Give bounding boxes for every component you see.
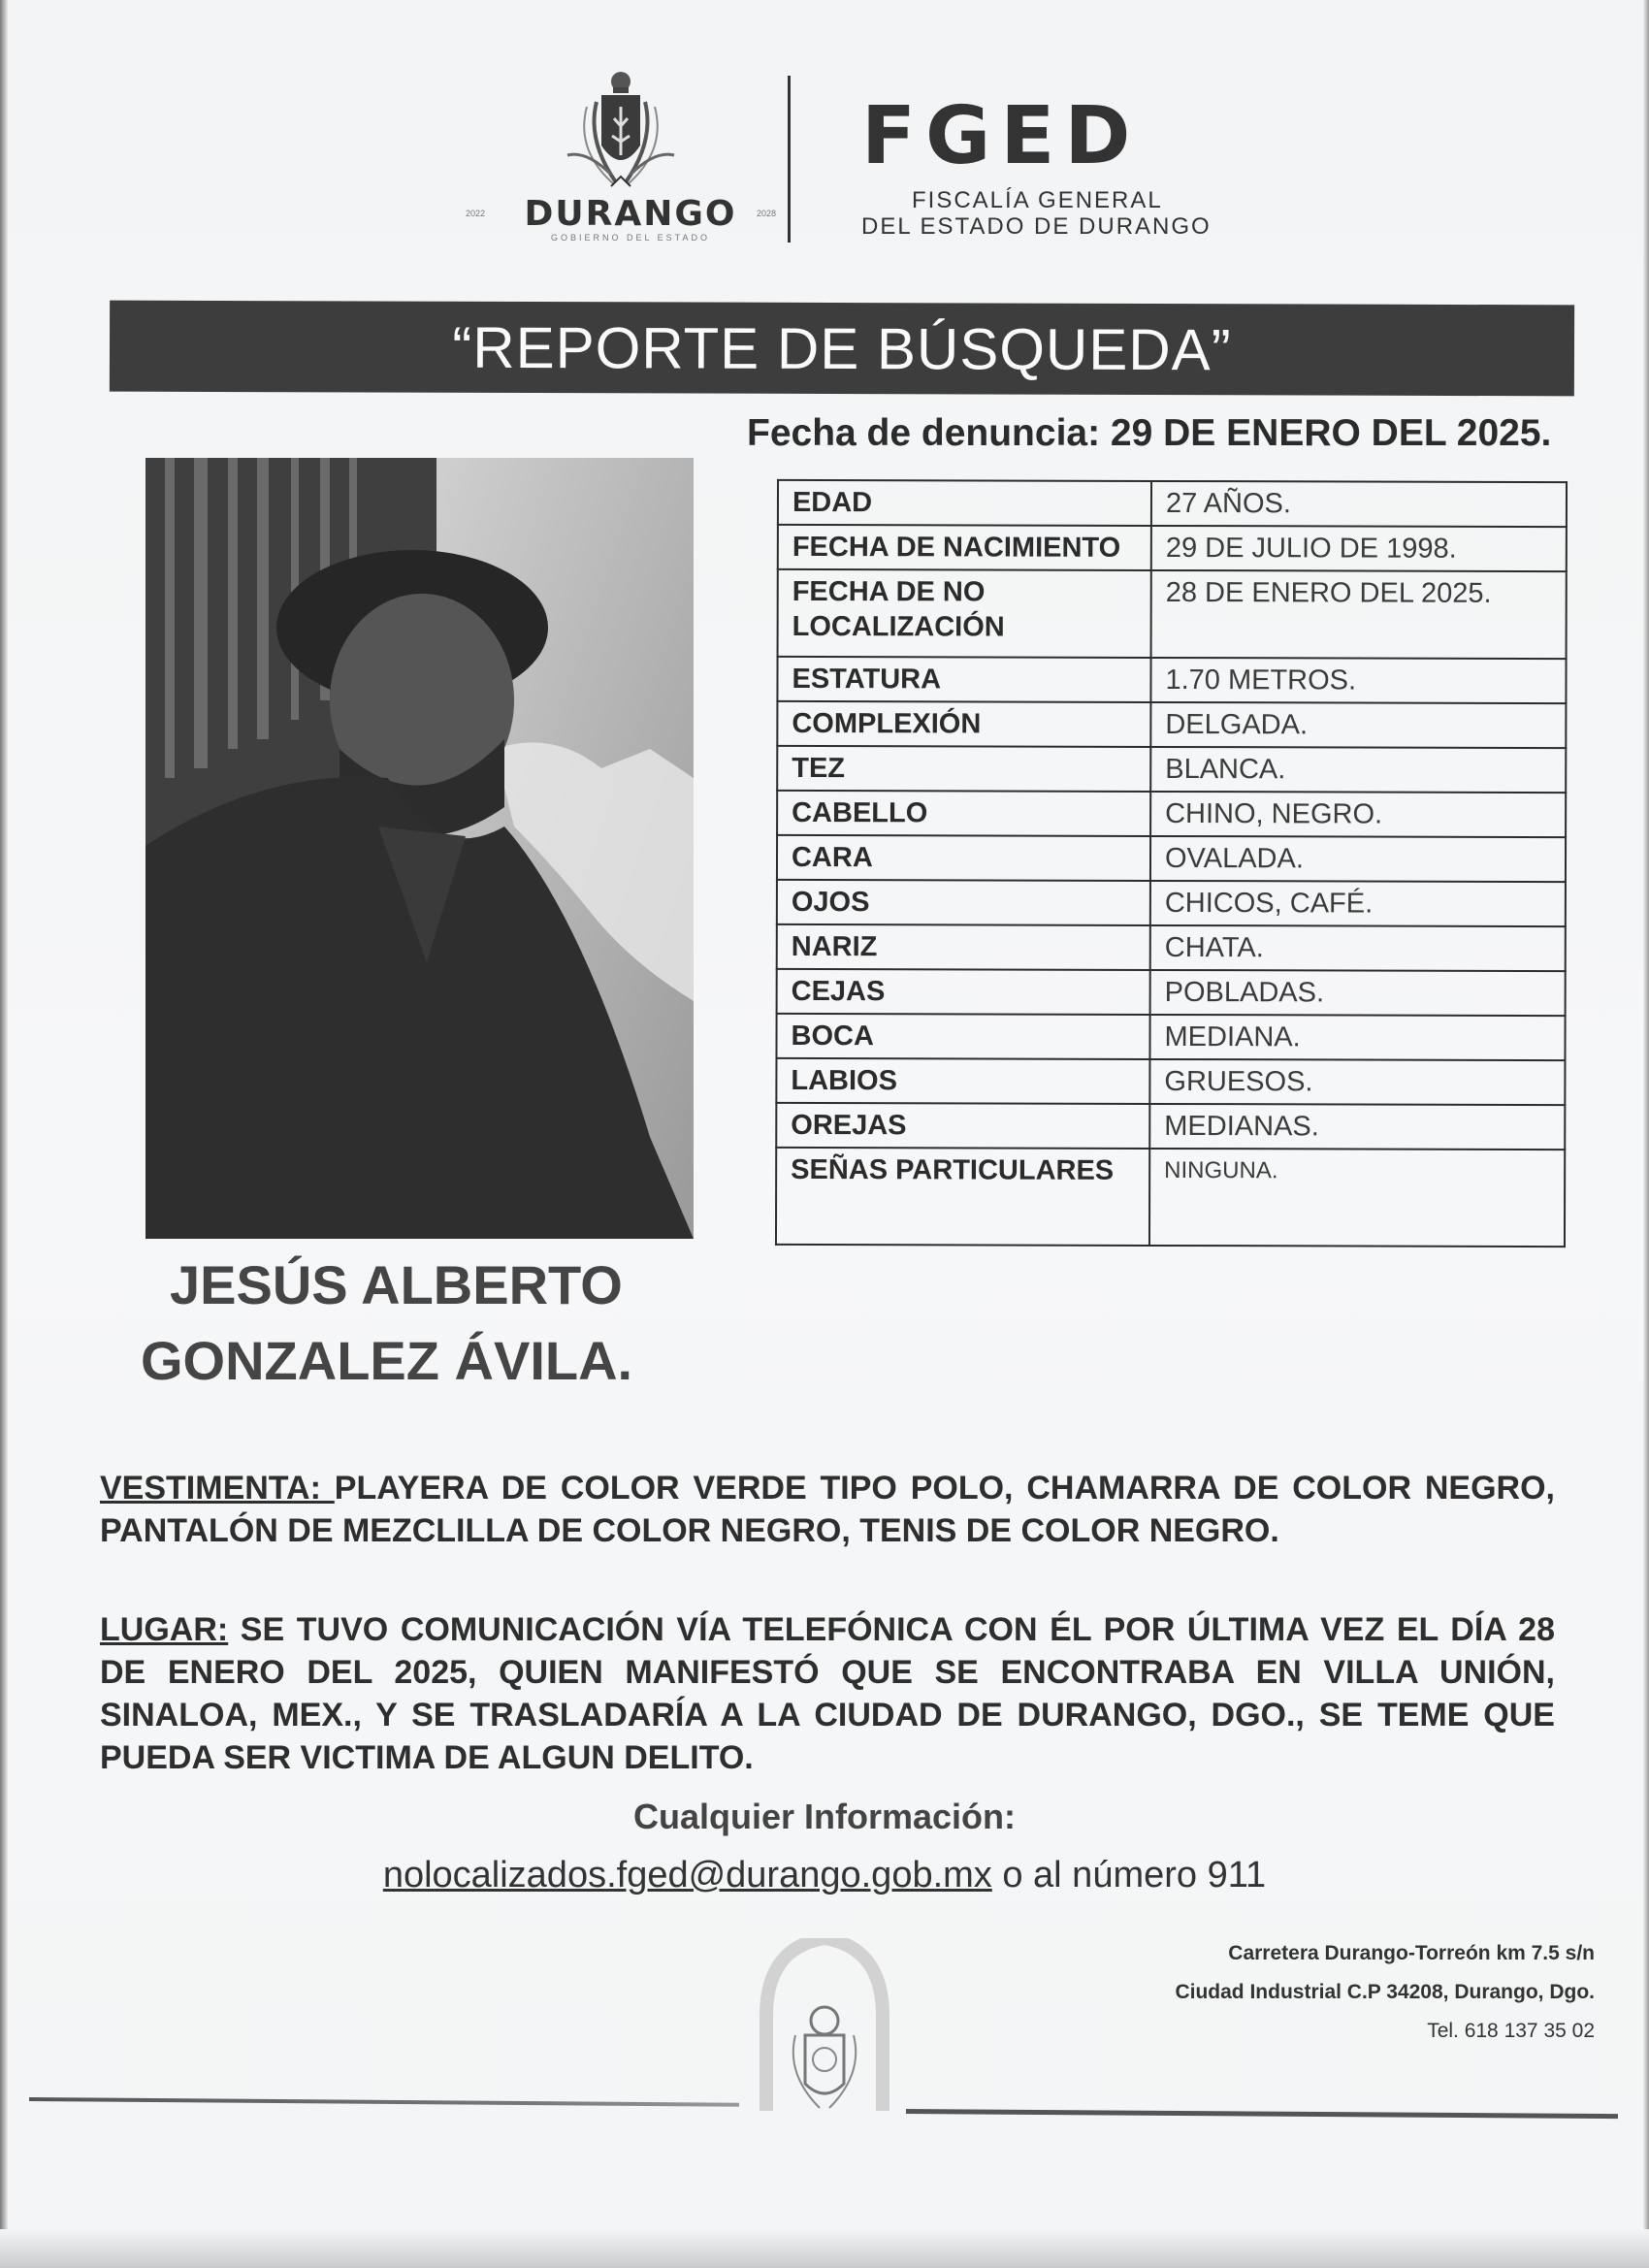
fged-subtitle-line2: DEL ESTADO DE DURANGO xyxy=(861,213,1212,240)
location-text: SE TUVO COMUNICACIÓN VÍA TELEFÓNICA CON ÉL POR ÚLTIMA VEZ EL DÍA 28 DE ENERO DEL 2025, QUIEN MANIFESTÓ QUE SE ENCONTRABA EN VILLA UNIÓN, SINALOA, MEX., Y SE TRASLADARÍA A LA CIUDAD DE DURANGO, DGO., SE TEME QUE PUEDA SER VICTIMA DE ALGUN DELITO. xyxy=(100,1611,1555,1776)
details-row xyxy=(777,969,1566,1016)
details-value: CHATA. xyxy=(1150,925,1566,971)
clothing-label: VESTIMENTA: xyxy=(100,1470,335,1507)
details-value: OVALADA. xyxy=(1150,836,1566,882)
details-value: BLANCA. xyxy=(1150,747,1566,793)
scan-edge-right xyxy=(1643,0,1649,2268)
scan-edge-left xyxy=(0,0,8,2268)
logo-year-right: 2028 xyxy=(757,209,777,218)
details-value: 29 DE JULIO DE 1998. xyxy=(1151,526,1567,571)
details-row xyxy=(777,657,1566,703)
details-label: OJOS xyxy=(777,880,1150,925)
details-label: ESTATURA xyxy=(777,657,1150,702)
details-label: LABIOS xyxy=(776,1058,1149,1104)
details-label: TEZ xyxy=(777,746,1150,792)
details-row xyxy=(777,880,1566,926)
person-photo-image xyxy=(146,458,694,1239)
title-band xyxy=(110,301,1574,397)
details-value: DELGADA. xyxy=(1150,702,1566,748)
person-details-table xyxy=(775,479,1568,1247)
missing-person-photo xyxy=(146,458,694,1239)
logo-subtitle: GOBIERNO DEL ESTADO xyxy=(550,233,711,243)
details-label: COMPLEXIÓN xyxy=(777,701,1150,747)
contact-phone-text: o al número 911 xyxy=(991,1855,1267,1895)
durango-crest-icon xyxy=(558,68,684,194)
details-row xyxy=(776,1014,1565,1060)
details-label: CABELLO xyxy=(777,791,1150,836)
footer-phone: Tel. 618 137 35 02 xyxy=(1427,2020,1595,2042)
location-description xyxy=(100,1608,1555,1779)
details-row xyxy=(777,791,1566,837)
details-value: MEDIANAS. xyxy=(1149,1104,1565,1150)
details-row xyxy=(776,1103,1565,1150)
details-value: 1.70 METROS. xyxy=(1150,658,1566,703)
durango-government-logo xyxy=(466,68,795,243)
footer-rule-right xyxy=(906,2109,1618,2119)
details-label: NARIZ xyxy=(777,924,1150,970)
details-row xyxy=(778,569,1567,659)
report-date: Fecha de denuncia: 29 DE ENERO DEL 2025. xyxy=(747,412,1552,454)
footer-rule-left xyxy=(29,2097,739,2107)
scan-edge-bottom xyxy=(0,2229,1649,2268)
details-row xyxy=(776,1148,1565,1247)
details-row xyxy=(776,1058,1565,1105)
clothing-text: PLAYERA DE COLOR VERDE TIPO POLO, CHAMARRA DE COLOR NEGRO, PANTALÓN DE MEZCLILLA DE COLOR NEGRO, TENIS DE COLOR NEGRO. xyxy=(100,1470,1556,1549)
details-row xyxy=(778,480,1567,527)
details-label: CEJAS xyxy=(777,969,1150,1015)
footer-address-line2: Ciudad Industrial C.P 34208, Durango, Dgo. xyxy=(1175,1981,1595,2003)
location-label: LUGAR: xyxy=(100,1611,229,1648)
person-name-line1: JESÚS ALBERTO xyxy=(170,1254,623,1315)
details-value: POBLADAS. xyxy=(1150,970,1566,1016)
details-value: 28 DE ENERO DEL 2025. xyxy=(1151,570,1567,659)
footer-address-line1: Carretera Durango-Torreón km 7.5 s/n xyxy=(1228,1942,1595,1964)
person-name-line2: GONZALEZ ÁVILA. xyxy=(141,1330,633,1391)
details-value: MEDIANA. xyxy=(1149,1015,1565,1060)
details-label: CARA xyxy=(777,835,1150,881)
logo-year-left: 2022 xyxy=(466,209,486,218)
details-row xyxy=(777,746,1566,793)
details-value: NINGUNA. xyxy=(1149,1149,1565,1247)
details-label: BOCA xyxy=(776,1014,1149,1059)
details-label: OREJAS xyxy=(776,1103,1149,1149)
details-label: SEÑAS PARTICULARES xyxy=(776,1148,1149,1246)
contact-email-link[interactable]: nolocalizados.fged@durango.gob.mx xyxy=(382,1855,992,1895)
details-row xyxy=(777,924,1566,971)
details-value: 27 AÑOS. xyxy=(1151,481,1567,527)
details-value: GRUESOS. xyxy=(1149,1059,1565,1105)
details-row xyxy=(777,835,1566,882)
contact-title: Cualquier Información: xyxy=(632,1797,1017,1836)
page-title: “REPORTE DE BÚSQUEDA” xyxy=(452,314,1232,382)
durango-wordmark: DURANGO xyxy=(524,194,737,234)
details-label: FECHA DE NACIMIENTO xyxy=(778,525,1151,570)
footer-emblem-icon xyxy=(737,1938,912,2113)
details-label: FECHA DE NO LOCALIZACIÓN xyxy=(778,569,1151,658)
details-value: CHINO, NEGRO. xyxy=(1150,792,1566,837)
fged-subtitle-line1: FISCALÍA GENERAL xyxy=(912,187,1163,213)
details-row xyxy=(778,525,1567,571)
contact-line xyxy=(0,1855,1649,1896)
details-value: CHICOS, CAFÉ. xyxy=(1150,881,1566,926)
details-row xyxy=(777,701,1566,748)
fged-logo: FGED xyxy=(861,90,1141,182)
details-label: EDAD xyxy=(778,480,1151,526)
clothing-description xyxy=(100,1467,1555,1552)
header-divider xyxy=(788,76,791,243)
